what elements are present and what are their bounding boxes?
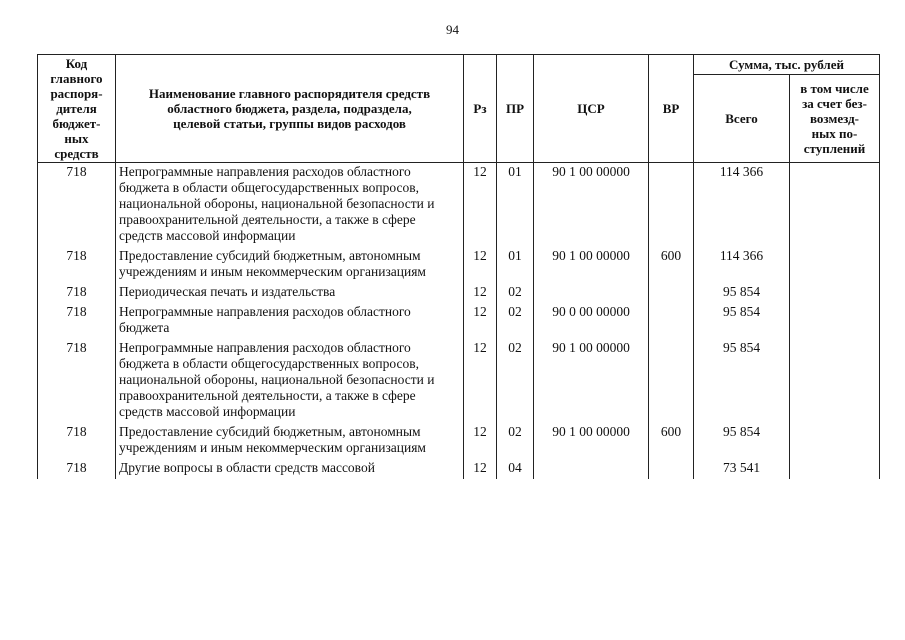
table-row bbox=[38, 423, 880, 459]
cell-name: Другие вопросы в области средств массовой bbox=[116, 459, 464, 479]
header-pr: ПР bbox=[497, 55, 534, 163]
table-row bbox=[38, 339, 880, 423]
cell-csr bbox=[534, 283, 649, 303]
cell-name: Непрограммные направления расходов областного бюджета bbox=[116, 303, 464, 339]
cell-csr: 90 1 00 00000 bbox=[534, 423, 649, 459]
cell-pr: 01 bbox=[497, 163, 534, 248]
header-rz: Рз bbox=[464, 55, 497, 163]
header-free: в том числе за счет без- возмезд- ных по- ступлений bbox=[790, 75, 880, 163]
cell-free bbox=[790, 423, 880, 459]
cell-code: 718 bbox=[38, 163, 116, 248]
cell-vr: 600 bbox=[649, 247, 694, 283]
cell-total: 114 366 bbox=[694, 247, 790, 283]
page-number: 94 bbox=[446, 22, 459, 37]
cell-rz: 12 bbox=[464, 247, 497, 283]
cell-free bbox=[790, 303, 880, 339]
cell-rz: 12 bbox=[464, 339, 497, 423]
table-header bbox=[38, 55, 880, 163]
cell-name: Предоставление субсидий бюджетным, автономным учреждениям и иным некоммерческим организациям bbox=[116, 423, 464, 459]
header-vr: ВР bbox=[649, 55, 694, 163]
cell-pr: 02 bbox=[497, 303, 534, 339]
cell-vr bbox=[649, 459, 694, 479]
cell-free bbox=[790, 339, 880, 423]
table-body bbox=[38, 163, 880, 480]
cell-pr: 04 bbox=[497, 459, 534, 479]
cell-total: 95 854 bbox=[694, 303, 790, 339]
cell-free bbox=[790, 163, 880, 248]
cell-vr: 600 bbox=[649, 423, 694, 459]
cell-pr: 02 bbox=[497, 339, 534, 423]
cell-csr bbox=[534, 459, 649, 479]
cell-rz: 12 bbox=[464, 459, 497, 479]
cell-name: Непрограммные направления расходов областного бюджета в области общегосударственных вопросов, национальной обороны, национальной безопасности и правоохранительной деятельности, а также в сфере средств массовой информации bbox=[116, 339, 464, 423]
cell-csr: 90 0 00 00000 bbox=[534, 303, 649, 339]
cell-total: 73 541 bbox=[694, 459, 790, 479]
cell-total: 114 366 bbox=[694, 163, 790, 248]
table-row bbox=[38, 163, 880, 248]
cell-name: Периодическая печать и издательства bbox=[116, 283, 464, 303]
header-sum: Сумма, тыс. рублей bbox=[694, 55, 880, 75]
table-row bbox=[38, 303, 880, 339]
cell-code: 718 bbox=[38, 459, 116, 479]
cell-rz: 12 bbox=[464, 423, 497, 459]
cell-free bbox=[790, 283, 880, 303]
cell-csr: 90 1 00 00000 bbox=[534, 339, 649, 423]
table-row bbox=[38, 459, 880, 479]
cell-rz: 12 bbox=[464, 303, 497, 339]
cell-code: 718 bbox=[38, 339, 116, 423]
cell-code: 718 bbox=[38, 247, 116, 283]
header-csr: ЦСР bbox=[534, 55, 649, 163]
cell-name: Непрограммные направления расходов областного бюджета в области общегосударственных вопросов, национальной обороны, национальной безопасности и правоохранительной деятельности, а также в сфере средств массовой информации bbox=[116, 163, 464, 248]
cell-code: 718 bbox=[38, 423, 116, 459]
cell-code: 718 bbox=[38, 303, 116, 339]
cell-pr: 02 bbox=[497, 283, 534, 303]
cell-rz: 12 bbox=[464, 163, 497, 248]
cell-vr bbox=[649, 339, 694, 423]
cell-free bbox=[790, 247, 880, 283]
cell-csr: 90 1 00 00000 bbox=[534, 247, 649, 283]
cell-vr bbox=[649, 283, 694, 303]
cell-free bbox=[790, 459, 880, 479]
cell-pr: 02 bbox=[497, 423, 534, 459]
cell-rz: 12 bbox=[464, 283, 497, 303]
cell-total: 95 854 bbox=[694, 339, 790, 423]
cell-vr bbox=[649, 303, 694, 339]
table-row bbox=[38, 283, 880, 303]
header-total: Всего bbox=[694, 75, 790, 163]
header-code: Код главного распоря- дителя бюджет- ных средств bbox=[38, 55, 116, 163]
budget-table bbox=[37, 54, 880, 479]
cell-code: 718 bbox=[38, 283, 116, 303]
cell-pr: 01 bbox=[497, 247, 534, 283]
table-row bbox=[38, 247, 880, 283]
cell-vr bbox=[649, 163, 694, 248]
cell-total: 95 854 bbox=[694, 423, 790, 459]
cell-total: 95 854 bbox=[694, 283, 790, 303]
header-name: Наименование главного распорядителя средств областного бюджета, раздела, подраздела, целевой статьи, группы видов расходов bbox=[116, 55, 464, 163]
cell-csr: 90 1 00 00000 bbox=[534, 163, 649, 248]
cell-name: Предоставление субсидий бюджетным, автономным учреждениям и иным некоммерческим организациям bbox=[116, 247, 464, 283]
